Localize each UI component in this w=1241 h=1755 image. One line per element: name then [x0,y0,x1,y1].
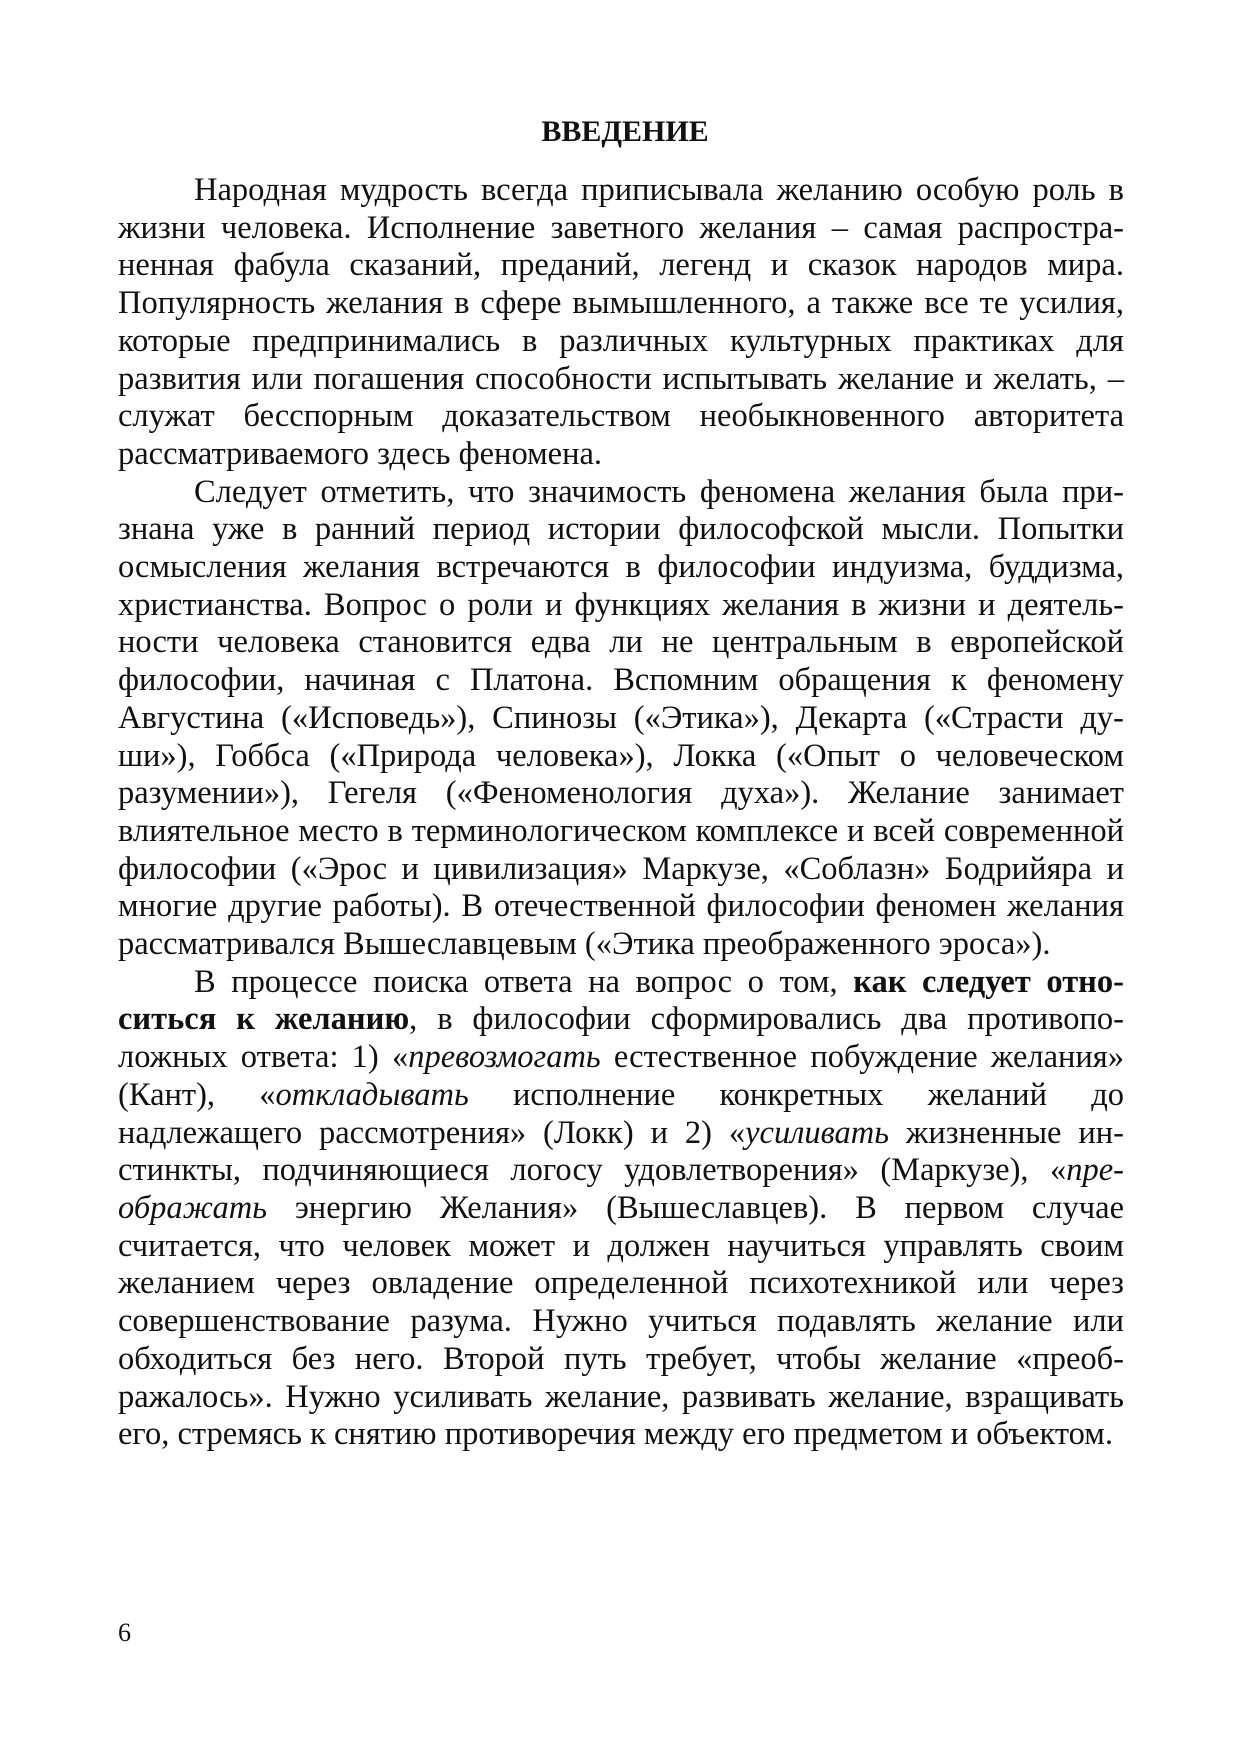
page-title: ВВЕДЕНИЕ [541,115,709,148]
paragraph-2: Следует отметить, что значимость феномена желания была признана уже в ранний период истории философской мысли. Попытки осмысления желания встречаются в философии индуизма, буддизма, христианства. Вопрос о роли и функциях желания в жизни и деятельности человека становится едва ли не центральным в европейской философии, начиная с Платона. Вспомним обращения к феномену Августина («Исповедь»), Спинозы («Этика»), Декарта («Страсти души»), Гоббса («Природа человека»), Локка («Опыт о человеческом разумении»), Гегеля («Феноменология духа»). Желание занимает влиятельное место в терминологическом комплексе и всей современной философии («Эрос и цивилизация» Маркузе, «Соблазн» Бодрийяра и многие другие работы). В отечественной философии феномен желания рассматривался Вышеславцевым («Этика преображенного эроса»). [118,473,1124,963]
paragraph-3 [118,964,1124,1454]
paragraph-3-text: жизненные инстинкты, подчиняющиеся логосу удовлетворения» (Маркузе), « [118,1114,1124,1189]
paragraph-3-text: энергию Желания» (Вышеславцев). В первом случае считается, что человек может и должен научиться управлять своим желанием через овладение определенной психотехникой или через совершенствование разума. Нужно учиться подавлять желание или обходиться без него. Второй путь требует, чтобы желание «преображалось». Нужно усиливать желание, развивать желание, взращивать его, стремясь к снятию противоречия между его предметом и объектом. [118,1189,1124,1453]
paragraph-1: Народная мудрость всегда приписывала желанию особую роль в жизни человека. Исполнение заветного желания – самая распространенная фабула сказаний, преданий, легенд и сказок народов мира. Популярность желания в сфере вымышленного, а также все те усилия, которые предпринимались в различных культурных практиках для развития или погашения способности испытывать желание и желать, – служат бесспорным доказательством необыкновенного авторитета рассматриваемого здесь феномена. [118,172,1124,472]
paragraph-3-text: В процессе поиска ответа на вопрос о том, [194,963,854,1000]
emphasis-italic-word: усиливать [745,1114,890,1151]
page-number: 6 [118,1618,131,1647]
document-page [118,112,1124,1454]
paragraph-3-text: , в философии сформировались два противоположных ответа: 1) « [118,1001,1124,1076]
emphasis-italic-word: откладывать [275,1076,469,1113]
paragraph-3-text: естественное побуждение желания» (Кант), « [118,1039,1124,1113]
emphasis-italic-word: превозмогать [408,1039,601,1076]
emphasis-bold-phrase: как следует относиться к желанию [118,963,1124,1038]
emphasis-italic-word: преображать [118,1152,1124,1226]
paragraph-3-text: исполнение конкретных желаний до надлежащего рассмотрения» (Локк) и 2) « [118,1076,1124,1151]
